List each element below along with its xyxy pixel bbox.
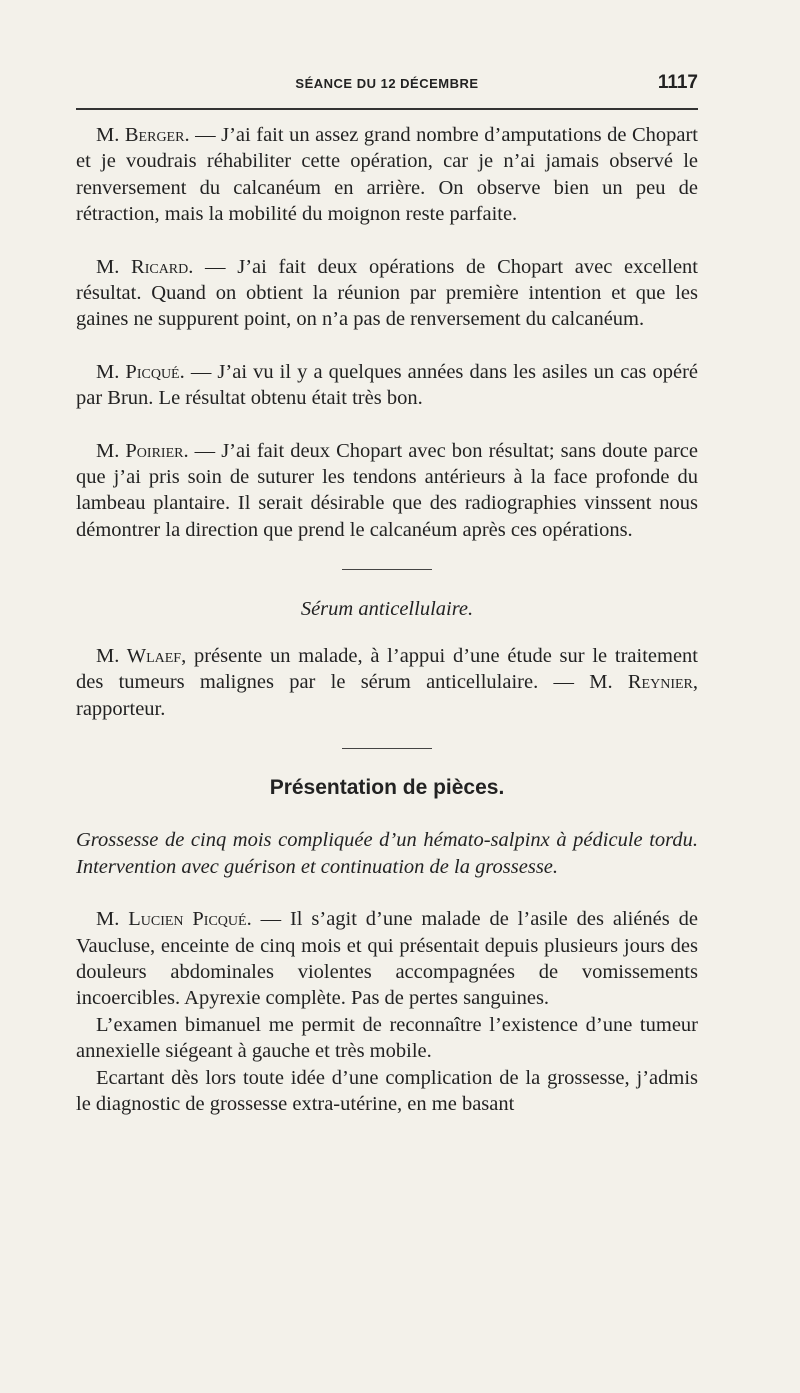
header-rule: [76, 108, 698, 110]
picque-paragraph: [76, 359, 698, 412]
wlaef-paragraph: [76, 643, 698, 722]
speaker-name: M. Lucien Picqué.: [96, 908, 252, 931]
ecartant-paragraph: Ecartant dès lors toute idée d’une complication de la grossesse, j’admis le diagnostic de grossesse extra-utérine, en me basant: [76, 1066, 698, 1115]
speaker-name: M. Poirier.: [96, 439, 189, 462]
paragraph-text: — J’ai fait un assez grand nombre d’amputations de Chopart et je voudrais réhabiliter cette opération, car je n’ai jamais observé le renversement du calcanéum en arrière. On observe bien un peu de rétraction, mais la mobilité du moignon reste parfaite.: [76, 124, 698, 226]
case-title: Grossesse de cinq mois compliquée d’un hémato-salpinx à pédicule tordu. Intervention avec guérison et continuation de la grossesse.: [76, 829, 698, 878]
paragraph-text: — J’ai fait deux Chopart avec bon résultat; sans doute parce que j’ai pris soin de suturer les tendons antérieurs à la face profonde du lambeau plantaire. Il serait désirable que des radiographies vinssent nous démontrer la direction que prend le calcanéum après ces opérations.: [76, 439, 698, 541]
speaker-name: M. Berger.: [96, 124, 190, 146]
speaker-name: M. Reynier,: [589, 671, 698, 694]
lucien-picque-paragraph: [76, 906, 698, 1012]
paragraph-text: — J’ai fait deux opérations de Chopart avec excellent résultat. Quand on obtient la réunion par première intention et que les gaines ne suppurent point, on n’a pas de renversement du calcanéum.: [76, 255, 698, 331]
speaker-name: M. Picqué.: [96, 360, 185, 383]
paragraph-text: — J’ai vu il y a quelques années dans les asiles un cas opéré par Brun. Le résultat obtenu était très bon.: [76, 360, 699, 410]
serum-section-title: Sérum anticellulaire.: [300, 598, 474, 621]
running-head: [76, 68, 698, 98]
speaker-name: M. Ricard.: [96, 255, 194, 278]
berger-paragraph: [76, 122, 698, 228]
paragraph-text: présente un malade, à l’appui d’une étude sur le traitement des tumeurs malignes par le sérum anticellulaire. —: [76, 644, 698, 694]
ricard-paragraph: [76, 254, 698, 333]
paragraph-text: — Il s’agit d’une malade de l’asile des aliénés de Vaucluse, enceinte de cinq mois et qui présentait depuis plusieurs jours des douleurs abdominales violentes accompagnées de vomissements incoercibles. Apyrexie complète. Pas de pertes sanguines.: [76, 908, 698, 1010]
speaker-name: M. Wlaef,: [96, 644, 187, 667]
paragraph-text: rapporteur.: [76, 697, 166, 720]
page-number: 1117: [657, 72, 698, 93]
presentation-section-title: Présentation de pièces.: [269, 775, 505, 799]
page-body: [76, 122, 698, 1117]
running-head-title: SÉANCE DU 12 DÉCEMBRE: [295, 76, 479, 91]
examen-paragraph: L’examen bimanuel me permit de reconnaître l’existence d’une tumeur annexielle siégeant à gauche et très mobile.: [76, 1013, 698, 1063]
poirier-paragraph: [76, 438, 698, 544]
